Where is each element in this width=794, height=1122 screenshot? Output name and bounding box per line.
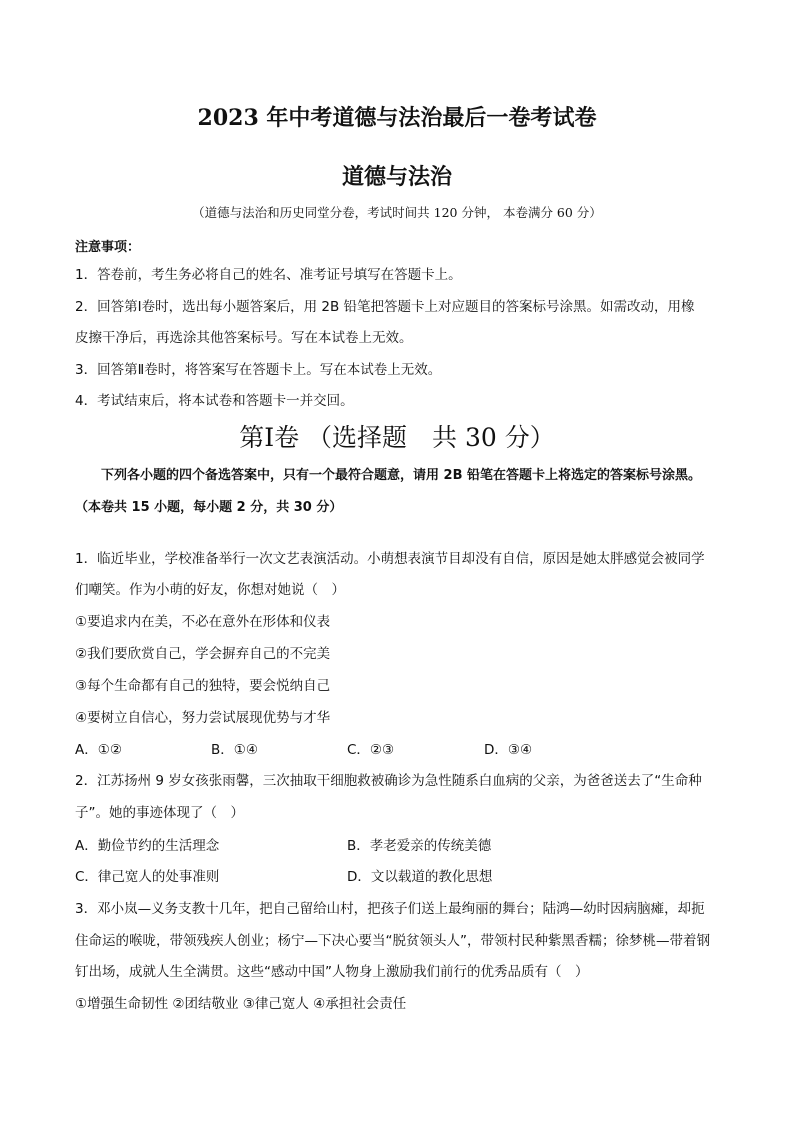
notice-title: 注意事项： [75, 240, 141, 255]
question-1-statement: ③每个生命都有自己的独特，要会悦纳自己 [75, 678, 331, 694]
notice-item: 3．回答第Ⅱ卷时，将答案写在答题卡上。写在本试卷上无效。 [75, 362, 442, 378]
question-1-option-d: D．③④ [484, 742, 533, 758]
question-1-stem: 们嘲笑。作为小萌的好友，你想对她说（ ） [75, 582, 345, 598]
question-3-statement: ①增强生命韧性 ②团结敬业 ③律己宽人 ④承担社会责任 [75, 996, 407, 1012]
question-3-stem: 住命运的喉咙，带领残疾人创业；杨宁—下决心要当“脱贫领头人”，带领村民种紫黑香糯；徐梦桃—带着钢 [75, 933, 710, 949]
question-3-stem: 3．邓小岚—义务支教十几年，把自己留给山村，把孩子们送上最绚丽的舞台；陆鸿—幼时因病脑瘫，却扼 [75, 901, 705, 917]
question-1-statement: ④要树立自信心，努力尝试展现优势与才华 [75, 710, 331, 726]
notice-item: 1．答卷前，考生务必将自己的姓名、准考证号填写在答题卡上。 [75, 267, 462, 283]
exam-title: 2023 年中考道德与法治最后一卷考试卷 [197, 105, 597, 131]
question-1-statement: ②我们要欣赏自己，学会摒弃自己的不完美 [75, 646, 331, 662]
question-1-option-b: B．①④ [211, 742, 258, 758]
question-2-stem: 子”。她的事迹体现了（ ） [75, 805, 244, 821]
question-2-option-a: A．勤俭节约的生活理念 [75, 838, 220, 854]
question-2-stem: 2．江苏扬州 9 岁女孩张雨馨，三次抽取干细胞救被确诊为急性随系白血病的父亲，为爸爸送去了“生命种 [75, 773, 702, 789]
question-3-stem: 钉出场，成就人生全满贯。这些“感动中国”人物身上激励我们前行的优秀品质有（ ） [75, 964, 589, 980]
question-1-stem: 1．临近毕业，学校准备举行一次文艺表演活动。小萌想表演节目却没有自信，原因是她太胖感觉会被同学 [75, 551, 705, 567]
notice-item: 2．回答第Ⅰ卷时，选出每小题答案后，用 2B 铅笔把答题卡上对应题目的答案标号涂黑。如需改动，用橡 [75, 299, 695, 315]
section-title: 第Ⅰ卷 （选择题 共 30 分） [239, 423, 555, 452]
notice-item: 皮擦干净后，再选涂其他答案标号。写在本试卷上无效。 [75, 330, 413, 346]
question-1-option-c: C．②③ [347, 742, 395, 758]
question-2-option-c: C．律己宽人的处事准则 [75, 869, 220, 885]
exam-scope-note: （道德与法治和历史同堂分卷，考试时间共 120 分钟， 本卷满分 60 分） [192, 205, 602, 220]
section-instruction: 下列各小题的四个备选答案中，只有一个最符合题意，请用 2B 铅笔在答题卡上将选定的答案标号涂黑。 [101, 468, 702, 483]
section-scoring: （本卷共 15 小题，每小题 2 分，共 30 分） [75, 500, 343, 515]
question-1-statement: ①要追求内在美，不必在意外在形体和仪表 [75, 614, 331, 630]
question-2-option-d: D．文以载道的教化思想 [347, 869, 493, 885]
question-2-option-b: B．孝老爱亲的传统美德 [347, 838, 492, 854]
subject-title: 道德与法治 [341, 164, 452, 190]
question-1-option-a: A．①② [75, 742, 122, 758]
notice-item: 4．考试结束后，将本试卷和答题卡一并交回。 [75, 393, 354, 409]
